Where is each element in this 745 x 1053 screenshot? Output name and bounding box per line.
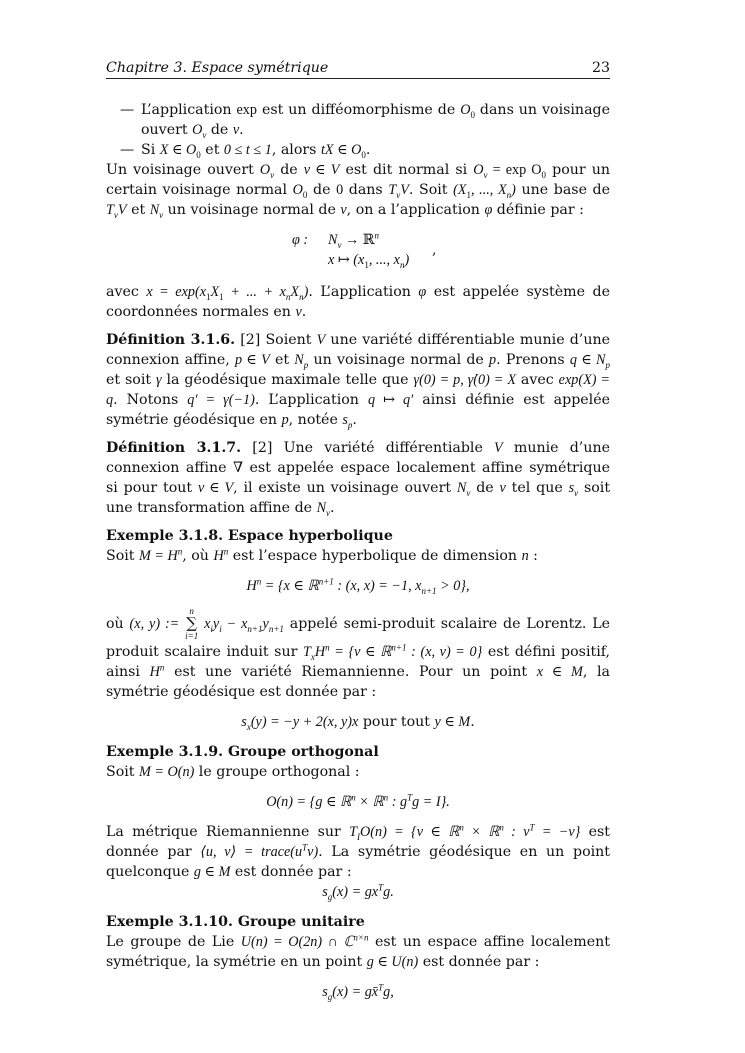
list-item: — Si X ∈ $O_0$ et 0 ≤ t ≤ 1, alors tX ∈ $O_0$. (120, 142, 371, 160)
example-3-1-8-body: où (x, y) := n ∑ i=1 $x_iy_i - x_{n+1}y_{n+1}$ appelé semi-produit scalaire de Lorentz. Le produit scalaire induit sur $T_xH^n = \{v$ ∈ ℝ$^{n+1}$ : (x, v) = 0} est défini positif, ainsi $H^n$ est une variété Riemannienne. Pour un point x ∈ M, la symétrie géodésique est donnée par : (106, 606, 611, 700)
example-3-1-9-body: La métrique Riemannienne sur $T_IO(n) = \{v$ ∈ ℝ$^n$ × ℝ$^n$ : $v^T = -v$} est donnée par ⟨u, v⟩ = $trace(u^Tv)$. La symétrie géodésique en un point quelconque g ∈ M est donnée par : (106, 822, 610, 880)
example-3-1-10-body: Le groupe de Lie U(n) = O(2n) ∩ ℂ$^{n\times n}$ est un espace affine localement symétrique, la symétrie en un point g ∈ U(n) est donnée par : (106, 932, 610, 970)
example-3-1-8-intro: Soit $M = H^n$, où $H^n$ est l’espace hyperbolique de dimension n : (106, 546, 538, 564)
paragraph-normal-coordinates: avec $x = \exp(x_1X_1$ + ... + $x_nX_n$). L’application φ est appelée système de coordonnées normales en v. (106, 284, 610, 320)
chapter-title: Chapitre 3. Espace symétrique (106, 60, 329, 76)
orthogonal-symmetry-equation: $s_g(x) = gx^Tg$. (322, 882, 394, 902)
unitary-symmetry-equation: $s_g(x)$ = gx̄$^T$g, (322, 982, 394, 1002)
example-3-1-8-heading: Exemple 3.1.8. Espace hyperbolique (106, 528, 393, 544)
summation-symbol: n ∑ i=1 (185, 606, 199, 641)
definition-3-1-6: Définition 3.1.6. [2] Soient V une variété différentiable munie d’une connexion affine, p ∈ V et $N_p$ un voisinage normal de p. Prenons q ∈ $N_p$ et soit γ la géodésique maximale telle que γ(0) = p, γ̇(0) = X avec exp(X) = q. Notons q′ = γ(−1). L’application q ↦ q′ ainsi définie est appelée symétrie géodésique en p, notée $s_p$. (106, 332, 611, 430)
definition-3-1-7: Définition 3.1.7. [2] Une variété différentiable V munie d’une connexion affine ∇ est appelée espace localement affine symétrique si pour tout v ∈ V, il existe un voisinage ouvert $N_v$ de v tel que $s_v$ soit une transformation affine de $N_v$. (106, 440, 611, 518)
example-3-1-10-heading: Exemple 3.1.10. Groupe unitaire (106, 914, 365, 930)
orthogonal-group-equation: O(n) = {g ∈ ℝ$^n$ × ℝ$^n$ : $g^Tg = I$}. (266, 792, 450, 810)
page-header (106, 58, 610, 79)
example-3-1-9-heading: Exemple 3.1.9. Groupe orthogonal (106, 744, 379, 760)
example-3-1-9-intro: Soit M = O(n) le groupe orthogonal : (106, 764, 360, 780)
paragraph-normal-neighborhood: Un voisinage ouvert $O_v$ de v ∈ V est dit normal si $O_v = \exp O_0$ pour un certain voisinage normal $O_0$ de 0 dans $T_vV$. Soit ($X_1$, ..., $X_n$) une base de $T_vV$ et $N_v$ un voisinage normal de v, on a l’application φ définie par : (106, 162, 611, 220)
map-definition-equation: φ : $N_v$ → ℝ$^n$ x ↦ ($x_1$, ..., $x_n$) , (292, 230, 437, 270)
page-number: 23 (591, 60, 610, 76)
hyperbolic-symmetry-equation: $s_x(y) = -y + 2(x$, y)x pour tout y ∈ M. (241, 714, 475, 732)
hyperbolic-space-equation: $H^n = \{x$ ∈ ℝ$^{n+1}$ : (x, x) = −1, $x_{n+1} > 0$}, (246, 576, 470, 596)
list-item: — L’application exp est un difféomorphisme de $O_0$ dans un voisinage ouvert $O_v$ de v. (120, 102, 611, 140)
page-body (106, 100, 610, 1002)
